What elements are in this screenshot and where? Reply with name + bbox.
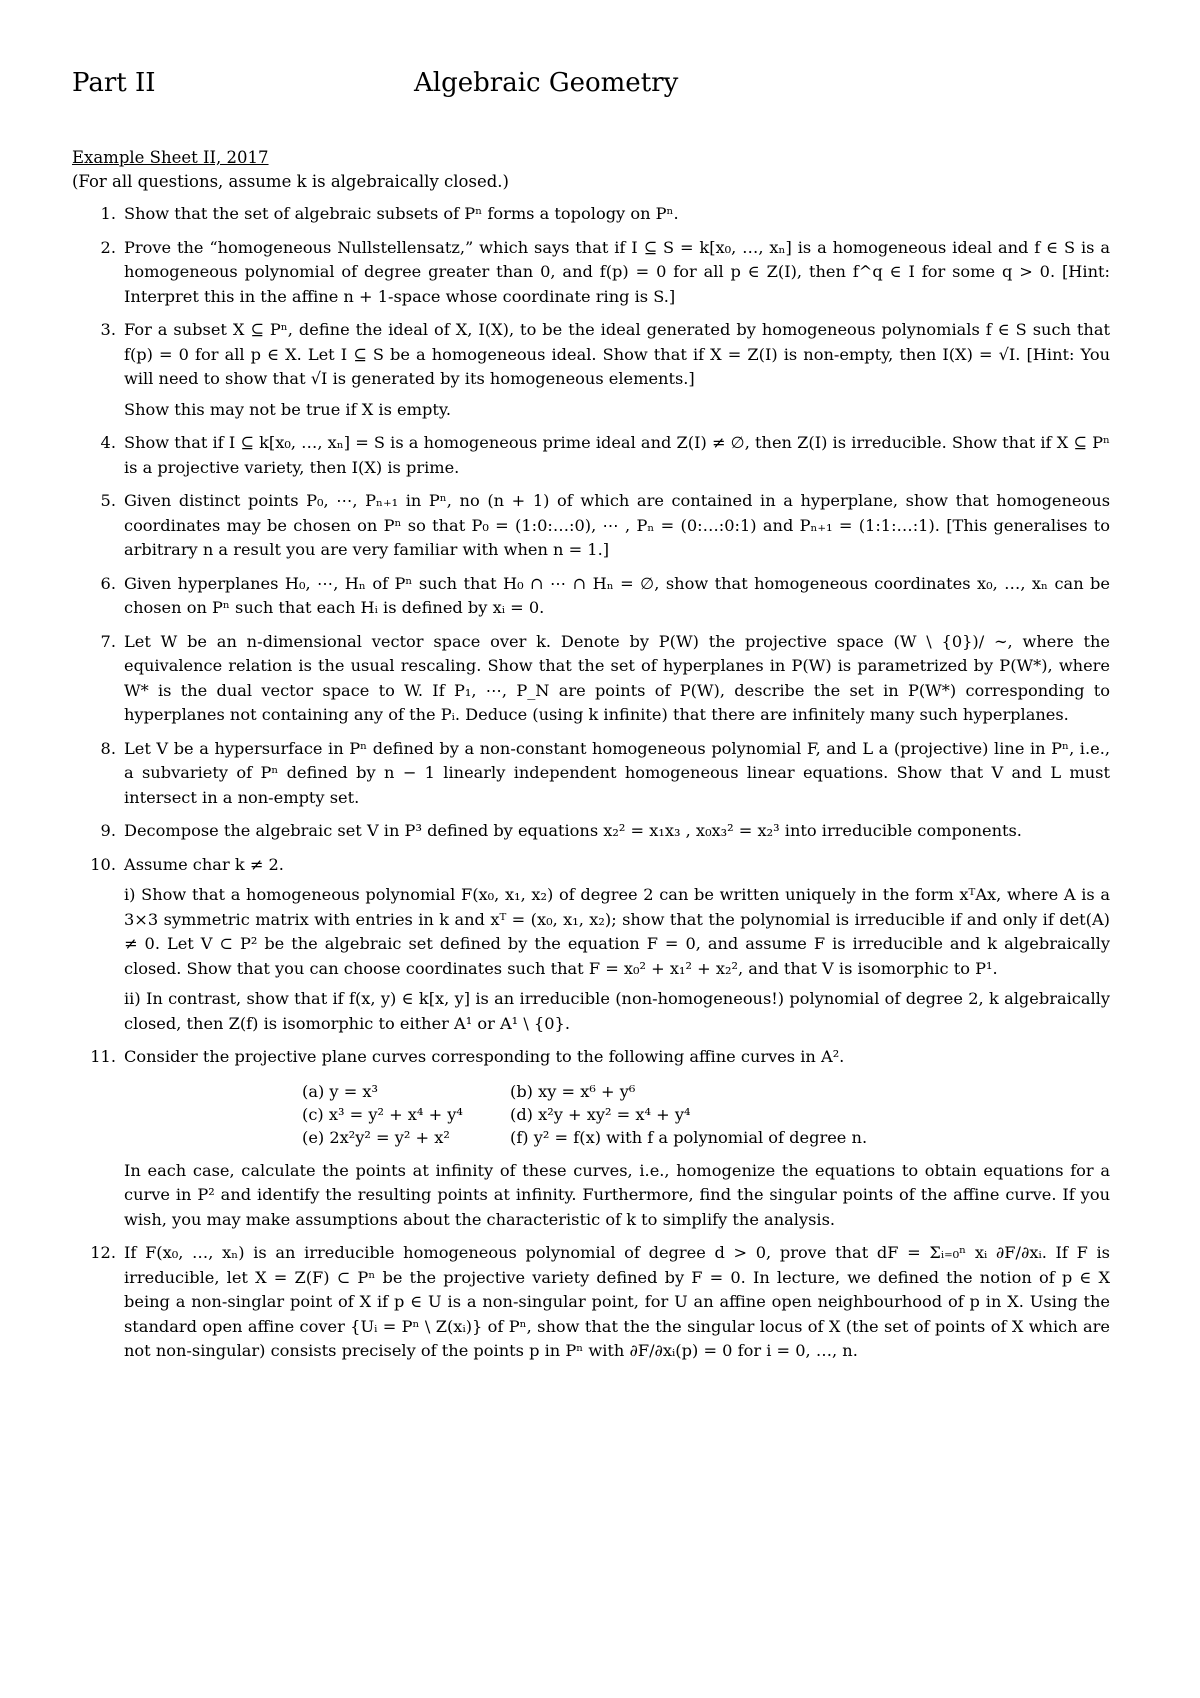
curve-case: (f) y² = f(x) with f a polynomial of degree n. [510, 1127, 868, 1147]
sheet-info [72, 146, 1110, 194]
question-number: 5. [100, 491, 116, 510]
question-number: 2. [100, 237, 116, 257]
question-number: 6. [100, 573, 116, 593]
question-text: Consider the projective plane curves corresponding to the following affine curves in A². [124, 1047, 845, 1066]
question-number: 10. [90, 854, 116, 874]
question-list [72, 202, 1110, 1364]
question-text: For a subset X ⊆ Pⁿ, define the ideal of X, I(X), to be the ideal generated by homogeneous polynomials f ∈ S such that f(p) = 0 for all p ∈ X. Let I ⊆ S be a homogeneous ideal. Show that if X = Z(I) is non-empty, then I(X) = √I. [Hint: You will need to show that √I is generated by its homogeneous elements.] [124, 320, 1110, 388]
question-part-i: i) Show that a homogeneous polynomial F(x₀, x₁, x₂) of degree 2 can be written uniquely in the form xᵀAx, where A is a 3×3 symmetric matrix with entries in k and xᵀ = (x₀, x₁, x₂); show that the polynomial is irreducible if and only if det(A) ≠ 0. Let V ⊂ P² be the algebraic set defined by the equation F = 0, and assume F is irreducible and k algebraically closed. Show that you can choose coordinates such that F = x₀² + x₁² + x₂², and that V is isomorphic to P¹. [124, 885, 1110, 978]
curve-case: (e) 2x²y² = y² + x² [302, 1127, 450, 1147]
question-text: Let V be a hypersurface in Pⁿ defined by a non-constant homogeneous polynomial F, and L a (projective) line in Pⁿ, i.e., a subvariety of Pⁿ defined by n − 1 linearly independent homogeneous linear equations. Show that V and L must intersect in a non-empty set. [124, 738, 1110, 807]
question-part-ii: ii) In contrast, show that if f(x, y) ∈ k[x, y] is an irreducible (non-homogeneous!) polynomial of degree 2, k algebraically closed, then Z(f) is isomorphic to either A¹ or A¹ \ {0}. [124, 989, 1110, 1033]
question-12 [72, 1241, 1110, 1364]
question-text: Assume char k ≠ 2. [124, 854, 284, 874]
question-8 [72, 737, 1110, 811]
question-7 [72, 630, 1110, 728]
question-text: In each case, calculate the points at infinity of these curves, i.e., homogenize the equations to obtain equations for a curve in P² and identify the resulting points at infinity. Furthermore, find the singular points of the affine curve. If you wish, you may make assumptions about the characteristic of k to simplify the analysis. [124, 1160, 1110, 1229]
question-number: 4. [100, 433, 116, 452]
page [72, 60, 1110, 1373]
question-text: Show this may not be true if X is empty. [124, 399, 451, 419]
curve-cases [302, 1080, 1110, 1149]
question-4 [72, 431, 1110, 480]
question-9 [72, 819, 1110, 844]
question-text: Show that the set of algebraic subsets of Pⁿ forms a topology on Pⁿ. [124, 204, 679, 223]
question-number: 7. [100, 631, 116, 651]
question-5 [72, 489, 1110, 563]
question-number: 8. [100, 738, 116, 758]
question-11 [72, 1045, 1110, 1232]
question-number: 9. [100, 821, 116, 840]
question-text: Given hyperplanes H₀, ⋯, Hₙ of Pⁿ such that H₀ ∩ ⋯ ∩ Hₙ = ∅, show that homogeneous coordinates x₀, …, xₙ can be chosen on Pⁿ such that each Hᵢ is defined by xᵢ = 0. [124, 573, 1110, 617]
question-number: 1. [100, 204, 116, 223]
question-text: Given distinct points P₀, ⋯, Pₙ₊₁ in Pⁿ, no (n + 1) of which are contained in a hyperplane, show that homogeneous coordinates may be chosen on Pⁿ so that P₀ = (1:0:…:0), ⋯ , Pₙ = (0:…:0:1) and Pₙ₊₁ = (1:1:…:1). [This generalises to arbitrary n a result you are very familiar with when n = 1.] [124, 491, 1110, 559]
sheet-title: Example Sheet II, 2017 [72, 148, 269, 167]
header [72, 60, 1110, 108]
question-number: 11. [90, 1047, 116, 1066]
question-number: 3. [100, 320, 116, 339]
page-title: Algebraic Geometry [414, 68, 679, 98]
curve-case: (a) y = x³ [302, 1081, 379, 1101]
question-text: Let W be an n-dimensional vector space over k. Denote by P(W) the projective space (W \ {0})/ ∼, where the equivalence relation is the usual rescaling. Show that the set of hyperplanes in P(W) is parametrized by P(W*), where W* is the dual vector space to W. If P₁, ⋯, P_N are points of P(W), describe the set in P(W*) corresponding to hyperplanes not containing any of the Pᵢ. Deduce (using k infinite) that there are infinitely many such hyperplanes. [124, 631, 1110, 724]
question-number: 12. [90, 1243, 116, 1262]
question-10 [72, 853, 1110, 1037]
question-2 [72, 236, 1110, 310]
curve-case: (b) xy = x⁶ + y⁶ [510, 1081, 636, 1101]
question-6 [72, 572, 1110, 621]
curve-case: (c) x³ = y² + x⁴ + y⁴ [302, 1104, 463, 1124]
question-text: Show that if I ⊆ k[x₀, …, xₙ] = S is a homogeneous prime ideal and Z(I) ≠ ∅, then Z(I) is irreducible. Show that if X ⊆ Pⁿ is a projective variety, then I(X) is prime. [124, 433, 1110, 477]
question-3 [72, 318, 1110, 422]
part-label: Part II [72, 68, 156, 98]
question-text: Prove the “homogeneous Nullstellensatz,” which says that if I ⊆ S = k[x₀, …, xₙ] is a homogeneous ideal and f ∈ S is a homogeneous polynomial of degree greater than 0, and f(p) = 0 for all p ∈ Z(I), then f^q ∈ I for some q > 0. [Hint: Interpret this in the affine n + 1-space whose coordinate ring is S.] [124, 237, 1110, 306]
curve-case: (d) x²y + xy² = x⁴ + y⁴ [510, 1104, 691, 1124]
question-text: Decompose the algebraic set V in P³ defined by equations x₂² = x₁x₃ , x₀x₃² = x₂³ into irreducible components. [124, 821, 1022, 840]
question-1 [72, 202, 1110, 227]
question-text: If F(x₀, …, xₙ) is an irreducible homogeneous polynomial of degree d > 0, prove that dF = Σᵢ₌₀ⁿ xᵢ ∂F/∂xᵢ. If F is irreducible, let X = Z(F) ⊂ Pⁿ be the projective variety defined by F = 0. In lecture, we defined the notion of p ∈ X being a non-singlar point of X if p ∈ U is a non-singular point, for U an affine open neighbourhood of p in X. Using the standard open affine cover {Uᵢ = Pⁿ \ Z(xᵢ)} of Pⁿ, show that the the singular locus of X (the set of points of X which are not non-singular) consists precisely of the points p in Pⁿ with ∂F/∂xᵢ(p) = 0 for i = 0, …, n. [124, 1243, 1110, 1360]
sheet-note: (For all questions, assume k is algebraically closed.) [72, 172, 509, 191]
